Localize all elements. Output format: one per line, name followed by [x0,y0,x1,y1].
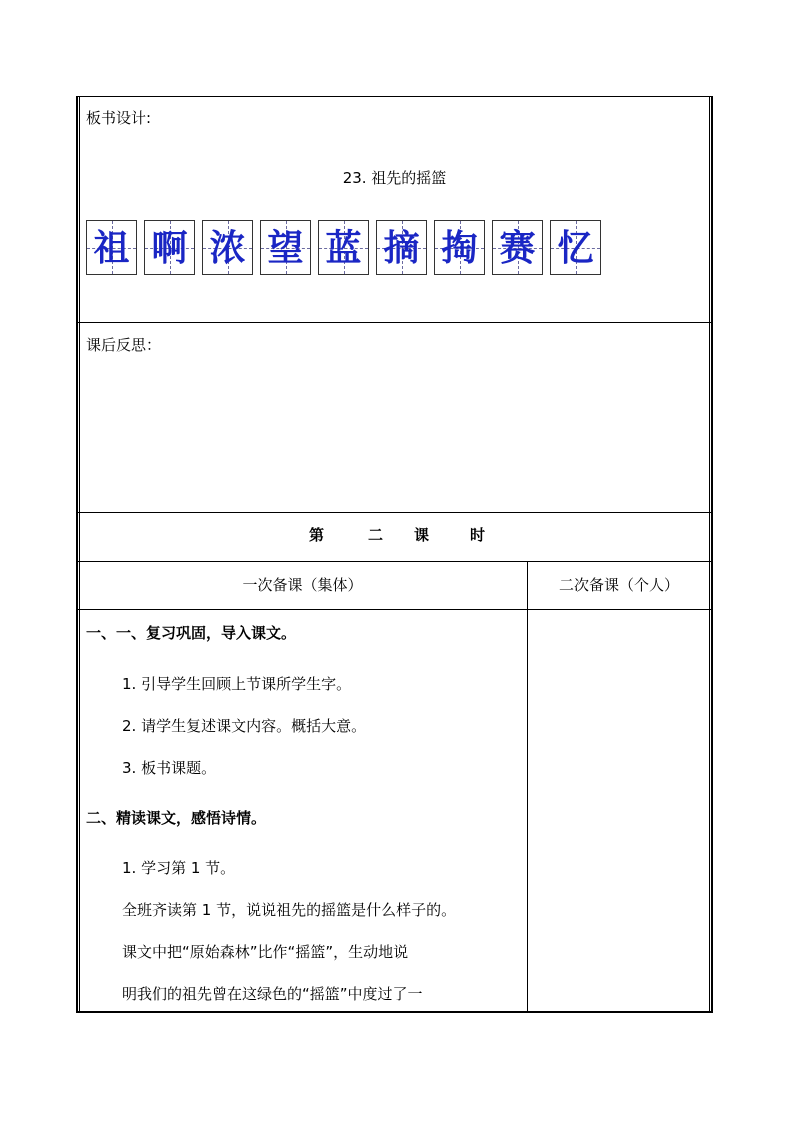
paragraph-line: 明我们的祖先曾在这绿色的“摇篮”中度过了一 [122,985,423,1003]
reflection-label: 课后反思： [86,336,162,354]
divider [78,561,711,562]
char: 浓 [209,227,246,269]
char-box [86,220,137,275]
section-1-heading: 一、一、复习巩固，导入课文。 [86,624,297,642]
char: 赛 [499,227,536,269]
lesson-heading-char: 时 [470,526,486,544]
section-2-heading: 二、精读课文，感悟诗情。 [86,809,267,827]
list-item: 3. 板书课题。 [122,759,217,777]
char-box [376,220,427,275]
paragraph-line: 课文中把“原始森林”比作“摇篮”，生动地说 [122,943,409,961]
lesson-plan-table [76,96,713,1013]
lesson-heading-char: 第 [309,526,325,544]
board-design-label: 板书设计: [86,109,152,127]
char: 啊 [151,227,188,269]
char: 掏 [441,227,478,269]
divider [78,322,711,323]
char: 望 [267,227,304,269]
column-divider [527,561,528,1011]
list-item: 2. 请学生复述课文内容。概括大意。 [122,717,367,735]
char: 蓝 [325,227,362,269]
char-box [260,220,311,275]
lesson-title: 23. 祖先的摇篮 [342,169,447,187]
char-box [434,220,485,275]
char: 忆 [557,227,594,269]
lesson-heading-char: 二 [368,526,384,544]
list-item: 1. 学习第 1 节。 [122,859,236,877]
char-box [318,220,369,275]
char: 摘 [383,227,420,269]
column-header-personal: 二次备课（个人） [558,576,679,594]
char-box [492,220,543,275]
char-box [550,220,601,275]
char-box [202,220,253,275]
list-item: 1. 引导学生回顾上节课所学生字。 [122,675,352,693]
column-header-group: 一次备课（集体） [242,576,363,594]
divider [78,609,711,610]
char: 祖 [93,227,130,269]
char-box [144,220,195,275]
lesson-heading-char: 课 [414,526,430,544]
divider [78,512,711,513]
paragraph-line: 全班齐读第 1 节，说说祖先的摇篮是什么样子的。 [122,901,457,919]
